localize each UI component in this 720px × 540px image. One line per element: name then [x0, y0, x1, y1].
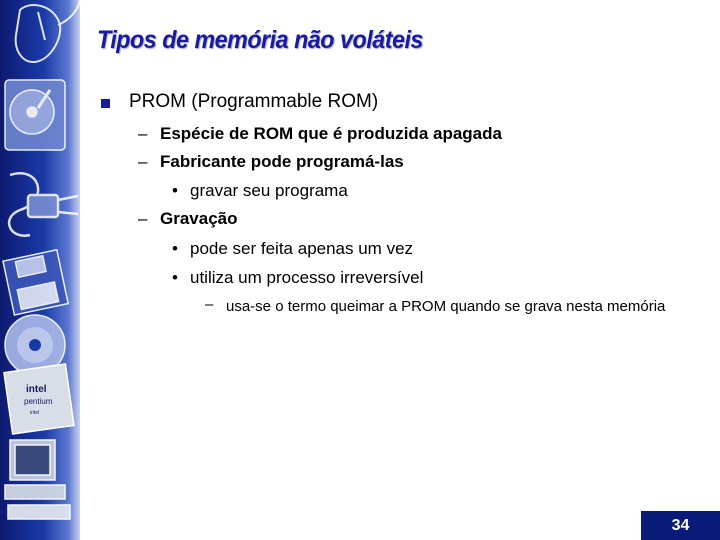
bullet-sub1: Espécie de ROM que é produzida apagada: [160, 124, 502, 143]
bullet-sub3: Gravação: [160, 209, 238, 228]
hard-disk-icon: [5, 80, 65, 150]
chip-label-line3: intel: [30, 410, 40, 416]
mouse-icon: [16, 0, 80, 62]
bullet-sub2: Fabricante pode programá-las: [160, 152, 404, 171]
processor-chip-icon: [4, 364, 74, 434]
dash-marker: –: [138, 209, 148, 228]
sidebar-illustration: [0, 0, 80, 540]
computer-icon: [5, 440, 70, 519]
slide-title: Tipos de memória não voláteis: [97, 26, 423, 54]
dash-marker: –: [138, 152, 148, 171]
dot-marker: •: [172, 268, 178, 287]
dash-marker: –: [205, 296, 214, 313]
bullet-sub3-item2-sub1: usa-se o termo queimar a PROM quando se grava nesta memória: [226, 298, 666, 315]
floppy-disk-icon: [3, 250, 68, 315]
chip-label-line2: pentium: [24, 397, 53, 406]
chip-label-line1: intel: [26, 384, 47, 395]
bullet-main: PROM (Programmable ROM): [129, 91, 379, 112]
bullet-sub3-item2: utiliza um processo irreversível: [190, 268, 424, 287]
bullet-sub3-item1: pode ser feita apenas um vez: [190, 239, 414, 258]
square-bullet-icon: [101, 99, 110, 108]
cable-connector-icon: [9, 173, 78, 236]
bullet-sub2-item1: gravar seu programa: [190, 181, 348, 200]
dash-marker: –: [138, 124, 148, 143]
dot-marker: •: [172, 239, 178, 258]
page-number: 34: [641, 511, 720, 540]
dot-marker: •: [172, 181, 178, 200]
sidebar-decoration: [0, 0, 80, 540]
